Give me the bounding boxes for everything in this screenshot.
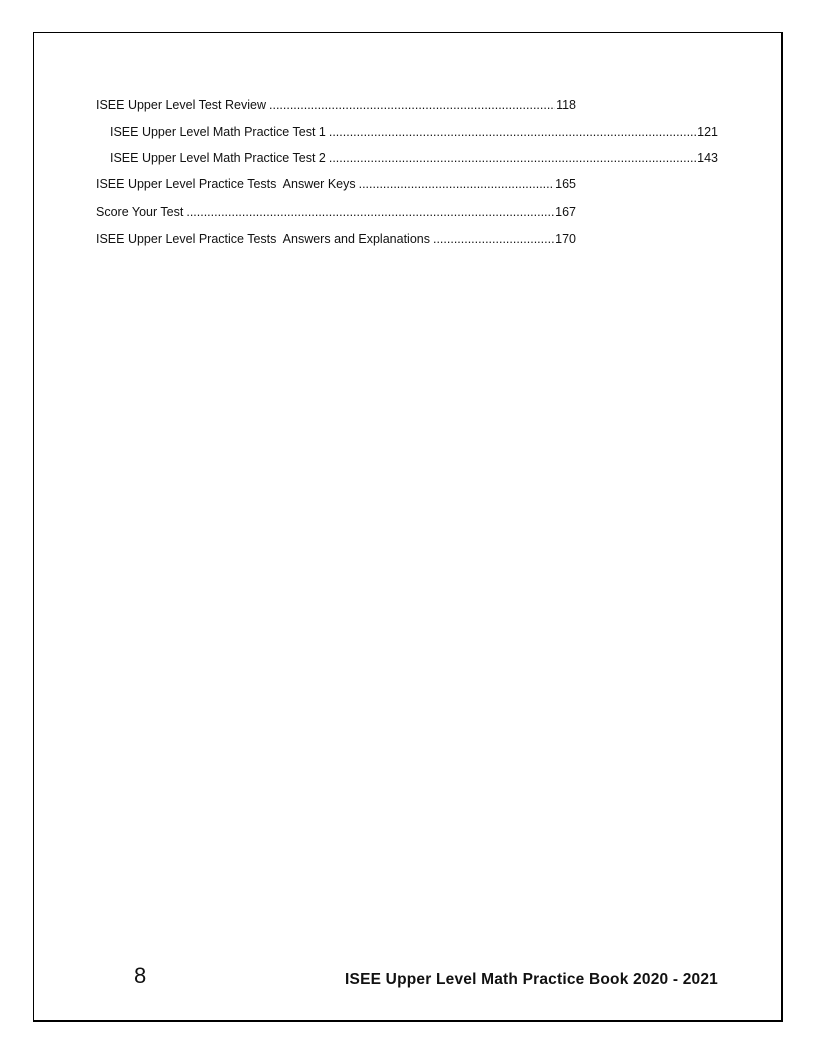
toc-entry-title: ISEE Upper Level Practice Tests Answer Keys (96, 177, 356, 191)
toc-entry-page: 118 (556, 98, 576, 112)
toc-entry-page: 165 (555, 177, 576, 191)
toc-entry-score-your-test[interactable] (96, 204, 576, 220)
toc-entry-answers-explanations[interactable] (96, 231, 576, 247)
toc-dot-leader (269, 97, 555, 113)
toc-entry-title: ISEE Upper Level Math Practice Test 1 (110, 125, 326, 139)
footer-book-title: ISEE Upper Level Math Practice Book 2020 - 2021 (345, 971, 718, 988)
toc-dot-leader (359, 176, 555, 192)
toc-entry-practice-test-2[interactable] (110, 150, 718, 166)
toc-entry-title: ISEE Upper Level Test Review (96, 98, 266, 112)
toc-entry-title: ISEE Upper Level Practice Tests Answers and Explanations (96, 232, 430, 246)
toc-entry-page: 167 (555, 205, 576, 219)
toc-dot-leader (329, 150, 696, 166)
toc-entry-test-review[interactable] (96, 97, 576, 113)
toc-entry-answer-keys[interactable] (96, 176, 576, 192)
toc-entry-page: 143 (697, 151, 718, 165)
toc-entry-practice-test-1[interactable] (110, 124, 718, 140)
toc-dot-leader (186, 204, 554, 220)
toc-entry-page: 121 (697, 125, 718, 139)
toc-entry-title: Score Your Test (96, 205, 184, 219)
toc-dot-leader (329, 124, 696, 140)
toc-entry-page: 170 (555, 232, 576, 246)
footer-page-number: 8 (134, 963, 147, 988)
toc-entry-title: ISEE Upper Level Math Practice Test 2 (110, 151, 326, 165)
toc-dot-leader (433, 231, 554, 247)
